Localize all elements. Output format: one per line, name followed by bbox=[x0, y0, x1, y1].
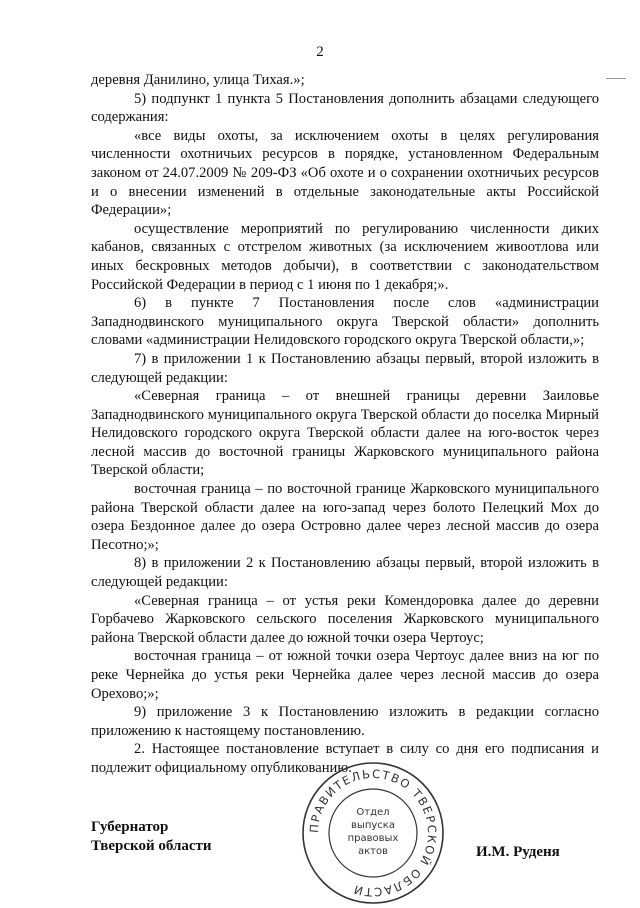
stamp-graphic bbox=[298, 758, 448, 908]
paragraph-0: деревня Данилино, улица Тихая.»; bbox=[91, 72, 305, 88]
document-body bbox=[91, 71, 599, 778]
paragraph-north-border-1: «Северная граница – от внешней границы деревни Заиловье Западнодвинского муниципального округа Тверской области до поселка Мирный Нелидовского городского округа Тверской области далее на юго-восток через лесной массив до восточной границы Жарковского муниципального района Тверской области; bbox=[91, 388, 599, 479]
signatory-title-line2: Тверской области bbox=[91, 838, 212, 854]
stamp-center-line2: выпуска bbox=[351, 820, 395, 831]
paragraph-east-border-2: восточная граница – от южной точки озера Чертоус далее вниз на юг по реке Чернейка до устья реки Чернейка далее через лесной массив до озера Орехово;»; bbox=[91, 648, 599, 702]
stamp-ring-text: ПРАВИТЕЛЬСТВО ТВЕРСКОЙ ОБЛАСТИ bbox=[306, 766, 440, 900]
paragraph-item-5: 5) подпункт 1 пункта 5 Постановления дополнить абзацами следующего содержания: bbox=[91, 90, 599, 126]
signatory-name: И.М. Руденя bbox=[476, 844, 560, 860]
paragraph-boar-clause: осуществление мероприятий по регулированию численности диких кабанов, связанных с отстрелом животных (за исключением живоотлова или иных бескровных методов добычи), в соответствии с законодательством Российской Федерации в период с 1 июня по 1 декабря;». bbox=[91, 220, 599, 293]
paragraph-hunting-clause: «все виды охоты, за исключением охоты в целях регулирования численности охотничьих ресурсов в порядке, установленном Федеральным законом от 24.07.2009 № 209-ФЗ «Об охоте и о сохранении охотничьих ресурсов и о внесении изменений в отдельные законодательные акты Российской Федерации»; bbox=[91, 127, 599, 219]
paragraph-item-7: 7) в приложении 1 к Постановлению абзацы первый, второй изложить в следующей редакции: bbox=[91, 350, 599, 386]
page-number: 2 bbox=[316, 44, 324, 60]
paragraph-north-border-2: «Северная граница – от устья реки Комендоровка далее до деревни Горбачево Жарковского сельского поселения Жарковского муниципального района Тверской области далее до южной точки озера Чертоус; bbox=[91, 592, 599, 646]
signatory-title-line1: Губернатор bbox=[91, 819, 169, 835]
paragraph-effective-date: 2. Настоящее постановление вступает в силу со дня его подписания и подлежит официальному опубликованию. bbox=[91, 741, 599, 776]
stamp-center-line3: правовых bbox=[347, 833, 399, 844]
stamp-center-line1: Отдел bbox=[356, 807, 390, 818]
paragraph-item-8: 8) в приложении 2 к Постановлению абзацы первый, второй изложить в следующей редакции: bbox=[91, 555, 599, 591]
official-stamp bbox=[298, 758, 448, 908]
stamp-center-line4: актов bbox=[357, 846, 389, 857]
scan-artifact-mark bbox=[606, 78, 626, 79]
signatory-title bbox=[91, 818, 212, 856]
paragraph-east-border-1: восточная граница – по восточной границе Жарковского муниципального района Тверской области далее на юго-запад через болото Пелецкий Мох до озера Бездонное далее до озера Островно далее через лесной массив до озера Песотно;»; bbox=[91, 481, 599, 553]
paragraph-item-6: 6) в пункте 7 Постановления после слов «администрации Западнодвинского муниципального округа Тверской области» дополнить словами «администрации Нелидовского городского округа Тверской области,»; bbox=[91, 295, 599, 349]
paragraph-item-9: 9) приложение 3 к Постановлению изложить в редакции согласно приложению к настоящему постановлению. bbox=[91, 704, 599, 739]
